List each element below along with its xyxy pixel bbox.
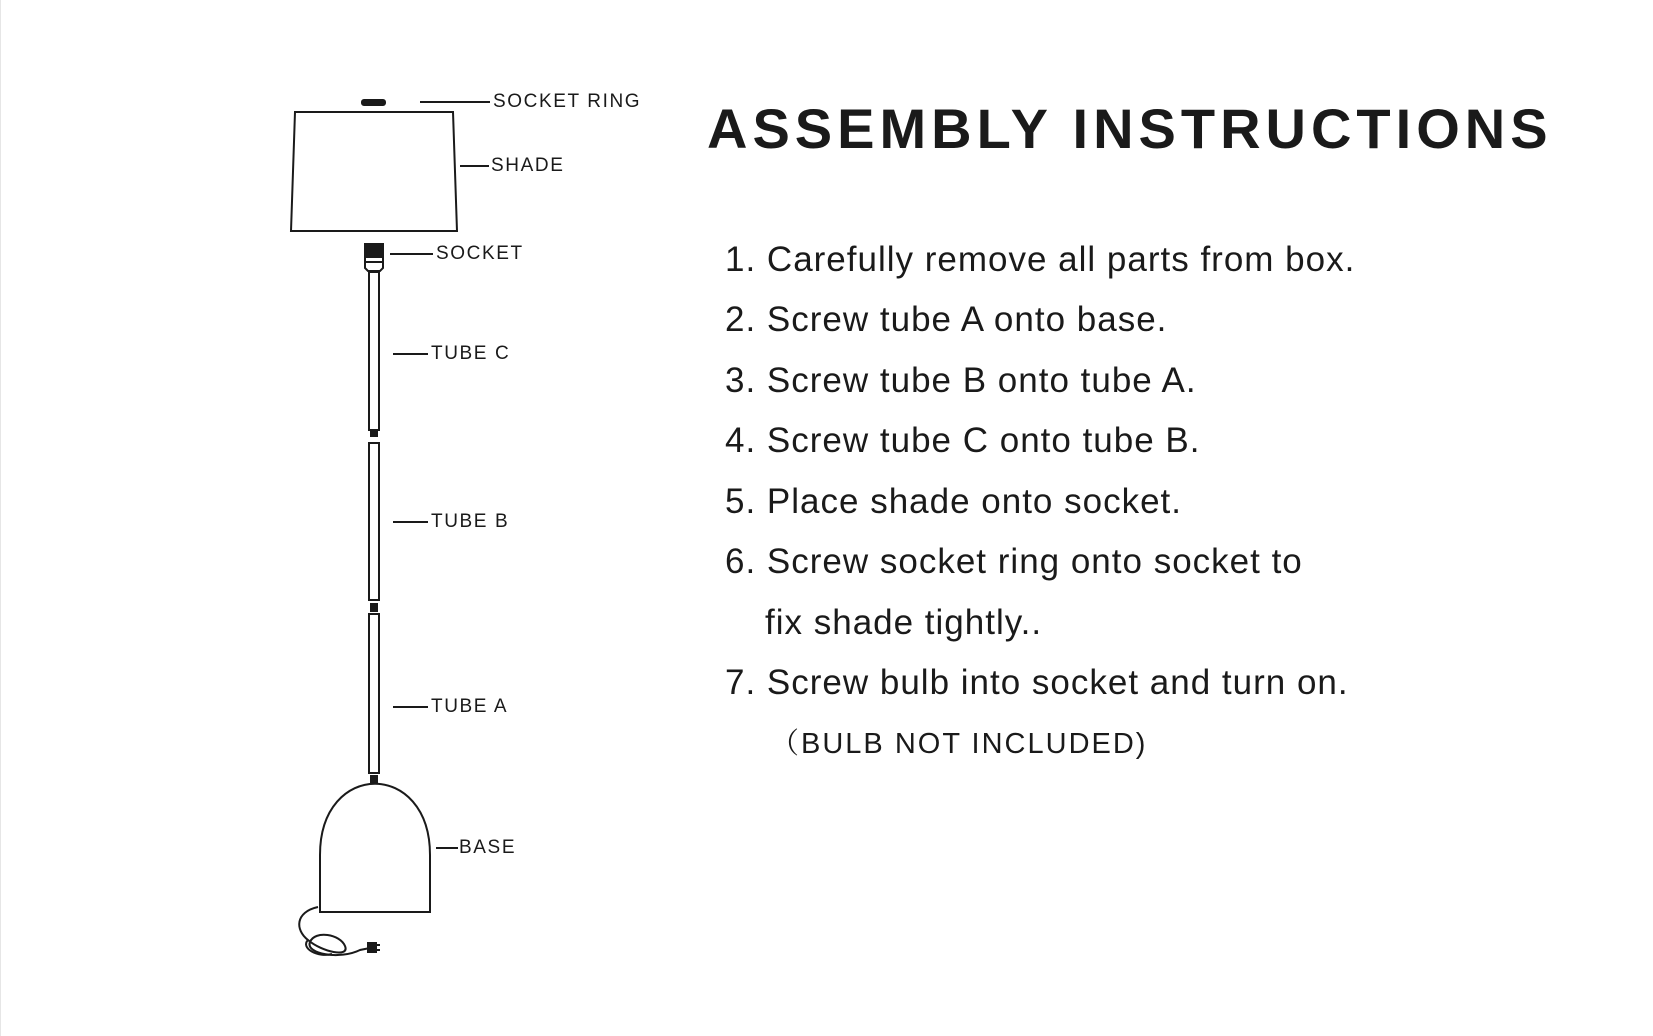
lamp-diagram [0,0,700,1036]
step-3: 3. Screw tube B onto tube A. [725,361,1197,400]
step-6-continued: fix shade tightly.. [765,603,1043,642]
page-title: ASSEMBLY INSTRUCTIONS [707,97,1553,160]
tube-b-part [369,443,379,600]
plug [368,943,376,952]
step-1: 1. Carefully remove all parts from box. [725,240,1356,279]
tube-c-label: TUBE C [431,343,511,364]
step-7: 7. Screw bulb into socket and turn on. [725,663,1349,702]
socket-ring-label: SOCKET RING [493,91,642,112]
base-part [320,784,430,912]
socket-label: SOCKET [436,243,524,264]
socket-ring-part [362,100,385,105]
bulb-note: （BULB NOT INCLUDED) [770,728,1148,760]
shade-label: SHADE [491,155,565,176]
power-cord [299,907,370,955]
base-label: BASE [459,837,517,858]
step-5: 5. Place shade onto socket. [725,482,1182,521]
tube-a-label: TUBE A [431,696,509,717]
tube-c-part [369,272,379,430]
shade-part [291,112,457,231]
step-6: 6. Screw socket ring onto socket to [725,542,1303,581]
tube-a-part [369,614,379,773]
step-4: 4. Screw tube C onto tube B. [725,421,1201,460]
tube-b-label: TUBE B [431,511,510,532]
step-2: 2. Screw tube A onto base. [725,300,1168,339]
socket-part [365,244,383,257]
